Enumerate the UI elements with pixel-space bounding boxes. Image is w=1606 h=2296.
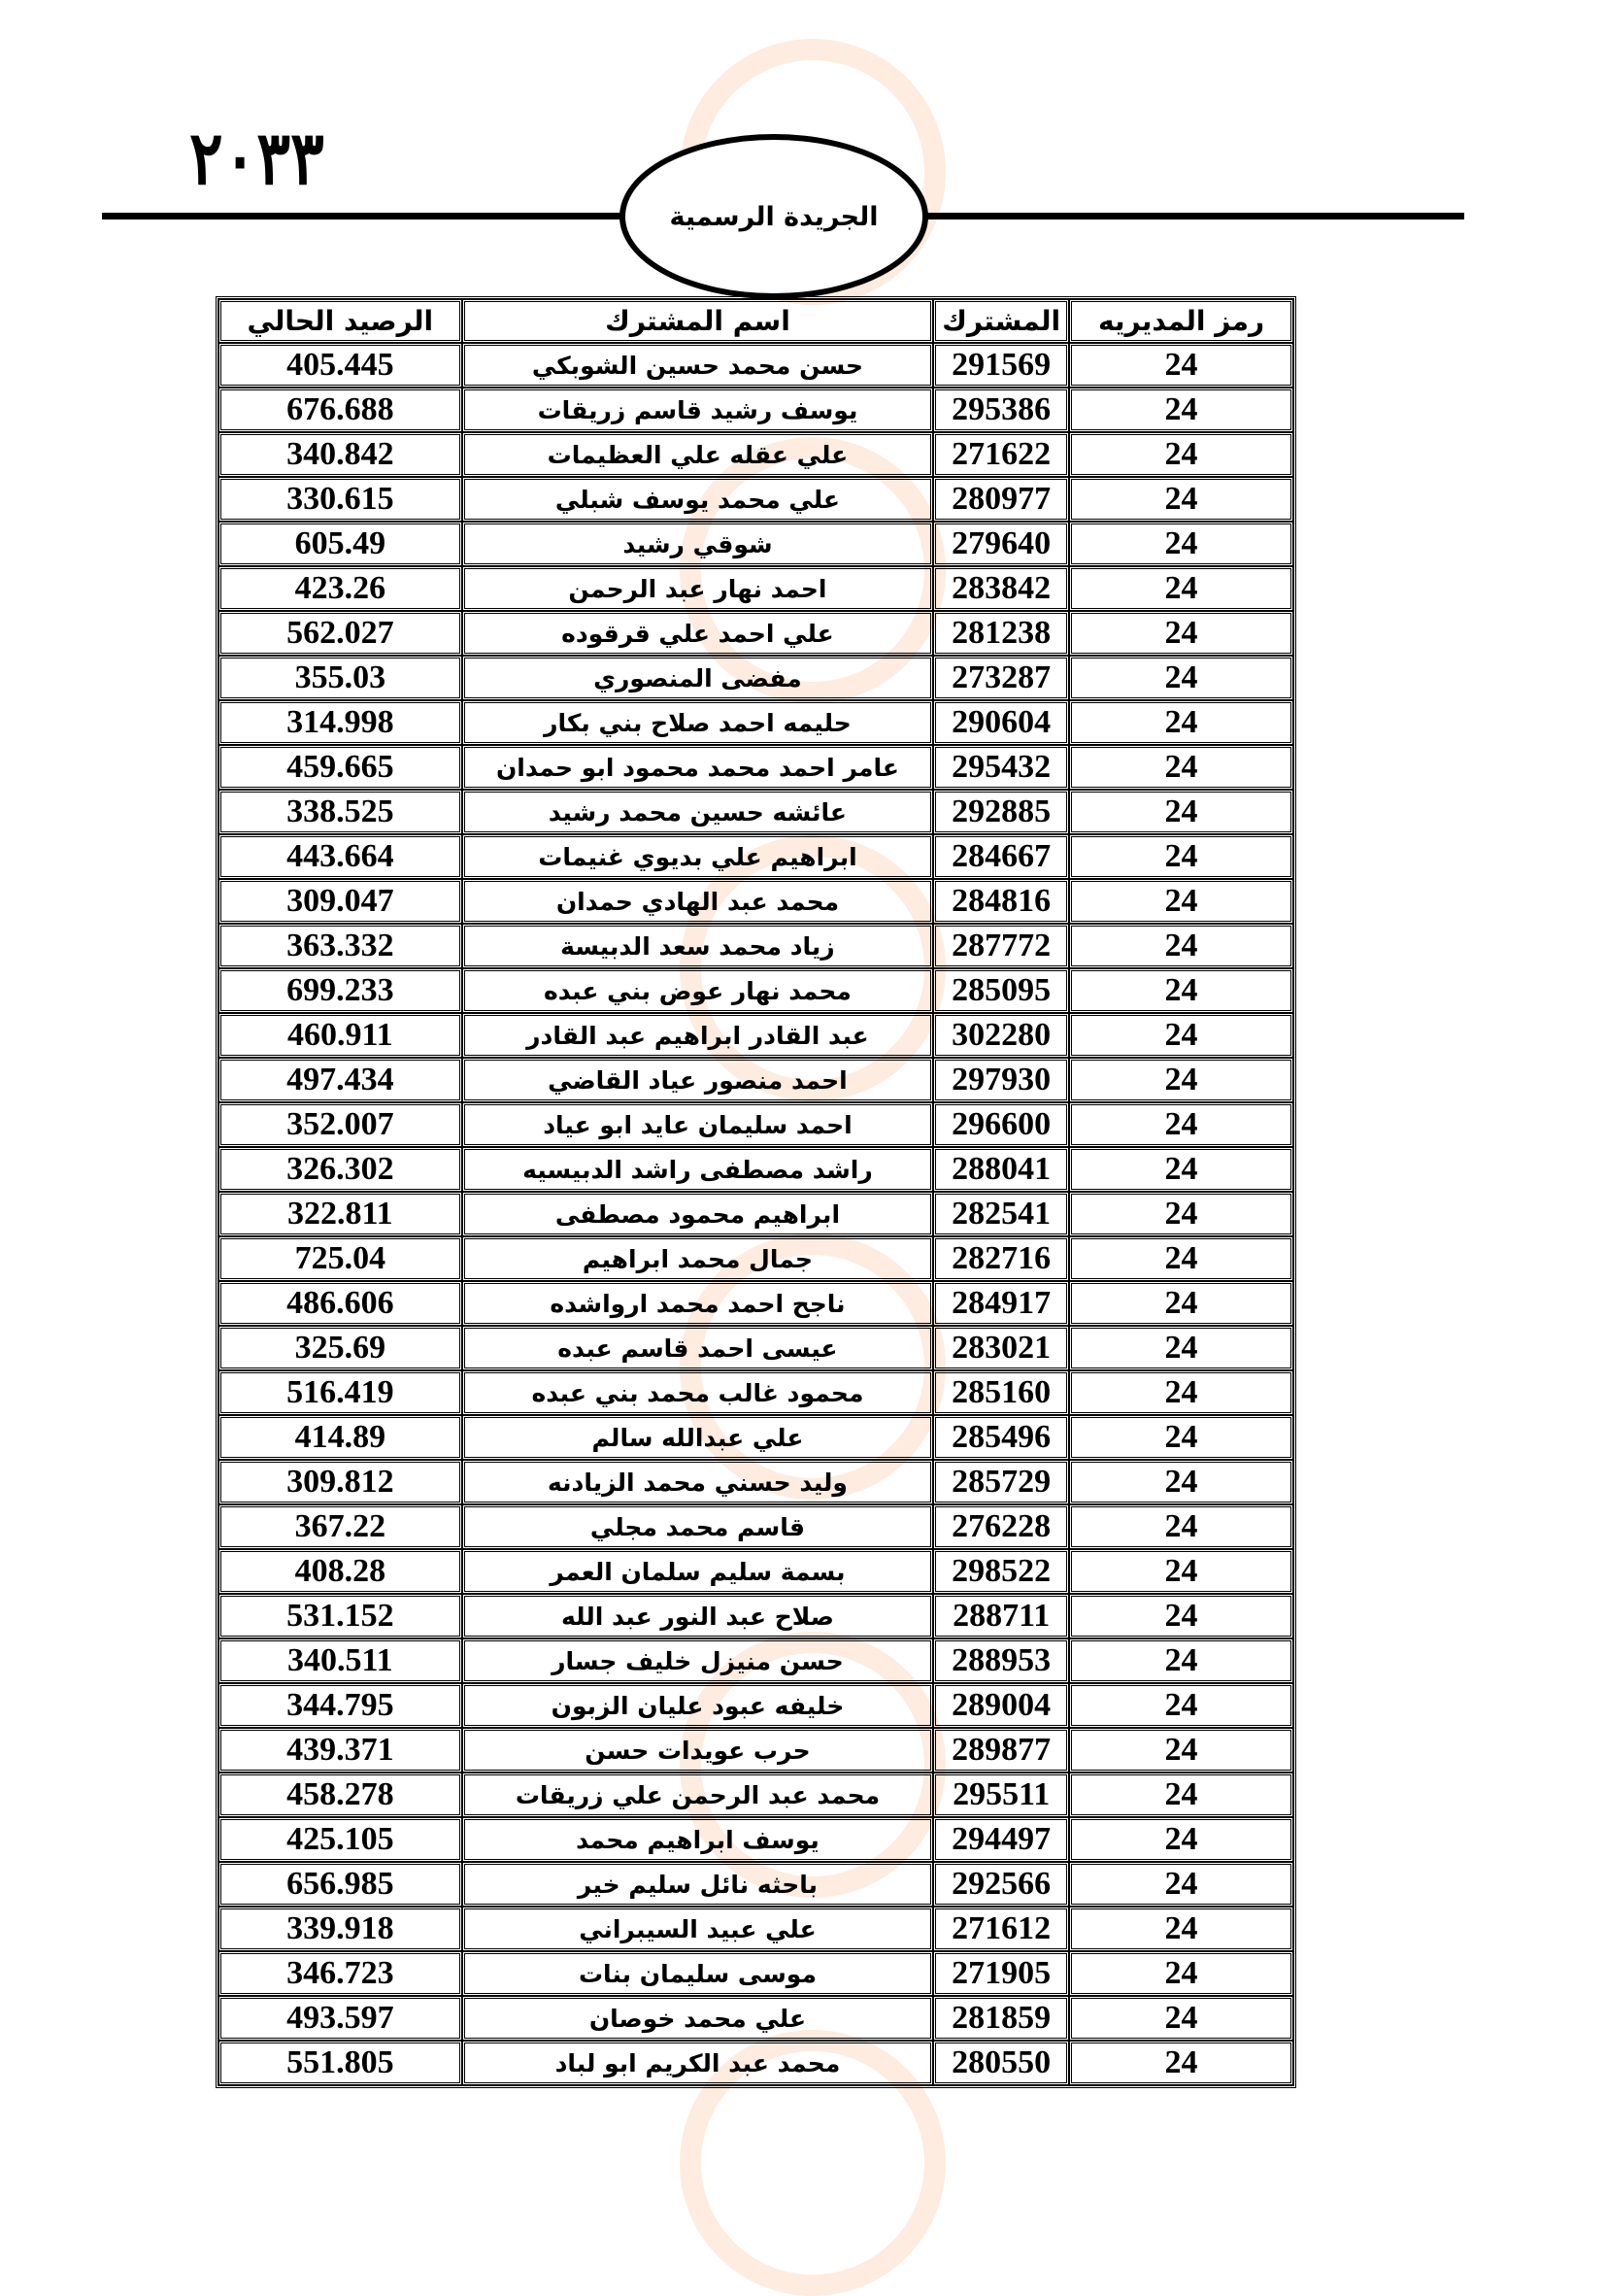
balance-cell: 405.445 <box>218 343 462 388</box>
balance-cell: 314.998 <box>218 700 462 745</box>
balance-cell: 330.615 <box>218 477 462 522</box>
directorate-code-cell: 24 <box>1069 790 1293 834</box>
name-cell: عائشه حسين محمد رشيد <box>462 790 934 834</box>
balance-cell: 340.842 <box>218 432 462 477</box>
subscriber-cell: 285160 <box>933 1370 1069 1415</box>
table-row <box>218 1102 1293 1147</box>
subscriber-cell: 295386 <box>933 388 1069 432</box>
directorate-code-cell: 24 <box>1069 1638 1293 1683</box>
table-row <box>218 1594 1293 1638</box>
publication-title: الجريدة الرسمية <box>669 201 879 232</box>
directorate-code-cell: 24 <box>1069 745 1293 790</box>
balance-cell: 493.597 <box>218 1996 462 2041</box>
balance-cell: 551.805 <box>218 2041 462 2085</box>
table-row <box>218 611 1293 656</box>
subscriber-cell: 290604 <box>933 700 1069 745</box>
name-cell: يوسف رشيد قاسم زريقات <box>462 388 934 432</box>
name-cell: حرب عويدات حسن <box>462 1728 934 1773</box>
subscriber-cell: 284816 <box>933 879 1069 924</box>
balance-cell: 339.918 <box>218 1907 462 1951</box>
subscriber-cell: 271905 <box>933 1951 1069 1996</box>
subscriber-cell: 291569 <box>933 343 1069 388</box>
table-row <box>218 968 1293 1013</box>
subscriber-cell: 282541 <box>933 1192 1069 1236</box>
table-row <box>218 1281 1293 1326</box>
table-row <box>218 1549 1293 1594</box>
table-row <box>218 1326 1293 1370</box>
balance-cell: 414.89 <box>218 1415 462 1460</box>
name-cell: عبد القادر ابراهيم عبد القادر <box>462 1013 934 1058</box>
directorate-code-cell: 24 <box>1069 1862 1293 1907</box>
name-cell: حليمه احمد صلاح بني بكار <box>462 700 934 745</box>
column-header-name: اسم المشترك <box>462 299 934 343</box>
name-cell: صلاح عبد النور عبد الله <box>462 1594 934 1638</box>
table-row <box>218 1817 1293 1862</box>
table-row <box>218 924 1293 968</box>
directorate-code-cell: 24 <box>1069 432 1293 477</box>
table-row <box>218 879 1293 924</box>
name-cell: عيسى احمد قاسم عبده <box>462 1326 934 1370</box>
directorate-code-cell: 24 <box>1069 1951 1293 1996</box>
table-row <box>218 1236 1293 1281</box>
name-cell: حسن منيزل خليف جسار <box>462 1638 934 1683</box>
balance-cell: 340.511 <box>218 1638 462 1683</box>
name-cell: ابراهيم علي بديوي غنيمات <box>462 834 934 879</box>
balance-cell: 486.606 <box>218 1281 462 1326</box>
subscribers-table <box>216 296 1296 2088</box>
subscriber-cell: 295432 <box>933 745 1069 790</box>
name-cell: وليد حسني محمد الزيادنه <box>462 1460 934 1504</box>
name-cell: احمد سليمان عايد ابو عياد <box>462 1102 934 1147</box>
balance-cell: 425.105 <box>218 1817 462 1862</box>
subscriber-cell: 273287 <box>933 656 1069 700</box>
table-row <box>218 477 1293 522</box>
balance-cell: 725.04 <box>218 1236 462 1281</box>
subscriber-cell: 288041 <box>933 1147 1069 1192</box>
balance-cell: 346.723 <box>218 1951 462 1996</box>
publication-emblem <box>619 134 928 299</box>
table-row <box>218 1996 1293 2041</box>
directorate-code-cell: 24 <box>1069 477 1293 522</box>
directorate-code-cell: 24 <box>1069 879 1293 924</box>
name-cell: محمد عبد الكريم ابو لباد <box>462 2041 934 2085</box>
directorate-code-cell: 24 <box>1069 343 1293 388</box>
table-row <box>218 388 1293 432</box>
name-cell: علي محمد يوسف شبلي <box>462 477 934 522</box>
table-row <box>218 343 1293 388</box>
table-row <box>218 1728 1293 1773</box>
table-row <box>218 2041 1293 2085</box>
name-cell: احمد نهار عبد الرحمن <box>462 566 934 611</box>
column-header-balance: الرصيد الحالي <box>218 299 462 343</box>
name-cell: محمد عبد الهادي حمدان <box>462 879 934 924</box>
table-row <box>218 1504 1293 1549</box>
table-row <box>218 1773 1293 1817</box>
name-cell: محمد نهار عوض بني عبده <box>462 968 934 1013</box>
directorate-code-cell: 24 <box>1069 1907 1293 1951</box>
subscriber-cell: 295511 <box>933 1773 1069 1817</box>
name-cell: بسمة سليم سلمان العمر <box>462 1549 934 1594</box>
column-header-directorate-code: رمز المديريه <box>1069 299 1293 343</box>
subscriber-cell: 288711 <box>933 1594 1069 1638</box>
name-cell: باحثه نائل سليم خير <box>462 1862 934 1907</box>
directorate-code-cell: 24 <box>1069 611 1293 656</box>
table-row <box>218 566 1293 611</box>
subscriber-cell: 280977 <box>933 477 1069 522</box>
name-cell: شوقي رشيد <box>462 522 934 566</box>
subscriber-cell: 294497 <box>933 1817 1069 1862</box>
name-cell: زياد محمد سعد الدبيسة <box>462 924 934 968</box>
subscriber-cell: 271622 <box>933 432 1069 477</box>
directorate-code-cell: 24 <box>1069 1549 1293 1594</box>
table-row <box>218 1862 1293 1907</box>
subscriber-cell: 285095 <box>933 968 1069 1013</box>
balance-cell: 460.911 <box>218 1013 462 1058</box>
name-cell: عامر احمد محمد محمود ابو حمدان <box>462 745 934 790</box>
subscriber-cell: 271612 <box>933 1907 1069 1951</box>
balance-cell: 423.26 <box>218 566 462 611</box>
subscriber-cell: 288953 <box>933 1638 1069 1683</box>
table-header-row <box>218 299 1293 343</box>
table-row <box>218 1013 1293 1058</box>
name-cell: علي عقله علي العظيمات <box>462 432 934 477</box>
directorate-code-cell: 24 <box>1069 1460 1293 1504</box>
table-row <box>218 1460 1293 1504</box>
balance-cell: 656.985 <box>218 1862 462 1907</box>
subscriber-cell: 298522 <box>933 1549 1069 1594</box>
directorate-code-cell: 24 <box>1069 1728 1293 1773</box>
balance-cell: 363.332 <box>218 924 462 968</box>
directorate-code-cell: 24 <box>1069 1996 1293 2041</box>
subscriber-cell: 282716 <box>933 1236 1069 1281</box>
directorate-code-cell: 24 <box>1069 1102 1293 1147</box>
balance-cell: 605.49 <box>218 522 462 566</box>
balance-cell: 344.795 <box>218 1683 462 1728</box>
directorate-code-cell: 24 <box>1069 566 1293 611</box>
balance-cell: 516.419 <box>218 1370 462 1415</box>
name-cell: علي احمد علي قرقوده <box>462 611 934 656</box>
balance-cell: 531.152 <box>218 1594 462 1638</box>
table-row <box>218 1058 1293 1102</box>
table-row <box>218 1147 1293 1192</box>
directorate-code-cell: 24 <box>1069 1236 1293 1281</box>
table-row <box>218 1370 1293 1415</box>
directorate-code-cell: 24 <box>1069 1013 1293 1058</box>
name-cell: خليفه عبود عليان الزبون <box>462 1683 934 1728</box>
directorate-code-cell: 24 <box>1069 700 1293 745</box>
name-cell: محمود غالب محمد بني عبده <box>462 1370 934 1415</box>
directorate-code-cell: 24 <box>1069 656 1293 700</box>
name-cell: ناجح احمد محمد ارواشده <box>462 1281 934 1326</box>
balance-cell: 309.047 <box>218 879 462 924</box>
directorate-code-cell: 24 <box>1069 1326 1293 1370</box>
balance-cell: 338.525 <box>218 790 462 834</box>
table-row <box>218 1192 1293 1236</box>
directorate-code-cell: 24 <box>1069 1504 1293 1549</box>
table-row <box>218 1415 1293 1460</box>
column-header-subscriber: المشترك <box>933 299 1069 343</box>
subscriber-cell: 284667 <box>933 834 1069 879</box>
balance-cell: 355.03 <box>218 656 462 700</box>
table-row <box>218 522 1293 566</box>
directorate-code-cell: 24 <box>1069 1281 1293 1326</box>
table-row <box>218 700 1293 745</box>
subscriber-cell: 281238 <box>933 611 1069 656</box>
directorate-code-cell: 24 <box>1069 1147 1293 1192</box>
balance-cell: 676.688 <box>218 388 462 432</box>
directorate-code-cell: 24 <box>1069 968 1293 1013</box>
name-cell: جمال محمد ابراهيم <box>462 1236 934 1281</box>
balance-cell: 352.007 <box>218 1102 462 1147</box>
subscriber-cell: 292885 <box>933 790 1069 834</box>
directorate-code-cell: 24 <box>1069 1192 1293 1236</box>
table-row <box>218 432 1293 477</box>
balance-cell: 497.434 <box>218 1058 462 1102</box>
balance-cell: 699.233 <box>218 968 462 1013</box>
name-cell: ابراهيم محمود مصطفى <box>462 1192 934 1236</box>
directorate-code-cell: 24 <box>1069 1370 1293 1415</box>
subscriber-cell: 289004 <box>933 1683 1069 1728</box>
table-row <box>218 1638 1293 1683</box>
name-cell: مفضى المنصوري <box>462 656 934 700</box>
subscriber-cell: 287772 <box>933 924 1069 968</box>
directorate-code-cell: 24 <box>1069 1683 1293 1728</box>
directorate-code-cell: 24 <box>1069 1817 1293 1862</box>
subscriber-cell: 285496 <box>933 1415 1069 1460</box>
table-row <box>218 790 1293 834</box>
name-cell: موسى سليمان بنات <box>462 1951 934 1996</box>
subscriber-cell: 281859 <box>933 1996 1069 2041</box>
name-cell: محمد عبد الرحمن علي زريقات <box>462 1773 934 1817</box>
balance-cell: 443.664 <box>218 834 462 879</box>
subscriber-cell: 279640 <box>933 522 1069 566</box>
name-cell: علي عبيد السيبراني <box>462 1907 934 1951</box>
balance-cell: 325.69 <box>218 1326 462 1370</box>
table-row <box>218 834 1293 879</box>
table-row <box>218 1907 1293 1951</box>
subscriber-cell: 289877 <box>933 1728 1069 1773</box>
balance-cell: 326.302 <box>218 1147 462 1192</box>
subscriber-cell: 296600 <box>933 1102 1069 1147</box>
subscriber-cell: 283842 <box>933 566 1069 611</box>
table-row <box>218 656 1293 700</box>
balance-cell: 367.22 <box>218 1504 462 1549</box>
directorate-code-cell: 24 <box>1069 1415 1293 1460</box>
name-cell: علي محمد خوصان <box>462 1996 934 2041</box>
directorate-code-cell: 24 <box>1069 834 1293 879</box>
subscriber-cell: 297930 <box>933 1058 1069 1102</box>
balance-cell: 439.371 <box>218 1728 462 1773</box>
name-cell: يوسف ابراهيم محمد <box>462 1817 934 1862</box>
subscriber-cell: 280550 <box>933 2041 1069 2085</box>
subscriber-cell: 284917 <box>933 1281 1069 1326</box>
name-cell: قاسم محمد مجلي <box>462 1504 934 1549</box>
name-cell: علي عبدالله سالم <box>462 1415 934 1460</box>
balance-cell: 322.811 <box>218 1192 462 1236</box>
name-cell: احمد منصور عياد القاضي <box>462 1058 934 1102</box>
directorate-code-cell: 24 <box>1069 1058 1293 1102</box>
directorate-code-cell: 24 <box>1069 924 1293 968</box>
balance-cell: 408.28 <box>218 1549 462 1594</box>
table-row <box>218 1951 1293 1996</box>
name-cell: حسن محمد حسين الشوبكي <box>462 343 934 388</box>
table-row <box>218 745 1293 790</box>
subscriber-cell: 283021 <box>933 1326 1069 1370</box>
table-row <box>218 1683 1293 1728</box>
subscriber-cell: 276228 <box>933 1504 1069 1549</box>
subscriber-cell: 285729 <box>933 1460 1069 1504</box>
balance-cell: 458.278 <box>218 1773 462 1817</box>
subscriber-cell: 302280 <box>933 1013 1069 1058</box>
directorate-code-cell: 24 <box>1069 522 1293 566</box>
directorate-code-cell: 24 <box>1069 2041 1293 2085</box>
subscriber-cell: 292566 <box>933 1862 1069 1907</box>
directorate-code-cell: 24 <box>1069 1773 1293 1817</box>
name-cell: راشد مصطفى راشد الدبيسيه <box>462 1147 934 1192</box>
page-number: ٢٠٣٣ <box>189 115 324 201</box>
balance-cell: 562.027 <box>218 611 462 656</box>
directorate-code-cell: 24 <box>1069 388 1293 432</box>
balance-cell: 309.812 <box>218 1460 462 1504</box>
directorate-code-cell: 24 <box>1069 1594 1293 1638</box>
balance-cell: 459.665 <box>218 745 462 790</box>
